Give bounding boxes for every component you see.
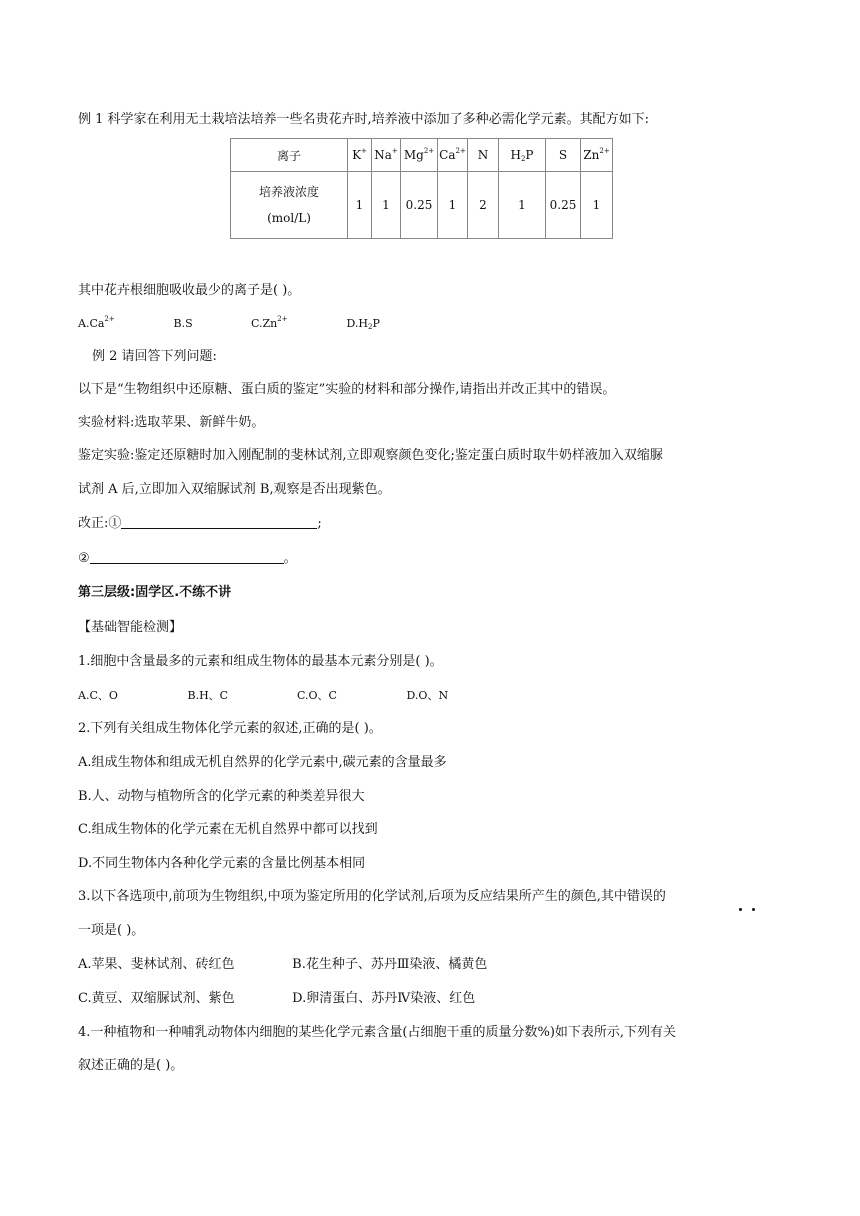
table-ion-cell: N: [468, 139, 499, 172]
table-value-cell: 1: [581, 172, 613, 239]
table-value-cell: 2: [468, 172, 499, 239]
table-ion-cell: $Ca^{2+}$: [438, 139, 468, 172]
table-ion-cell: $Mg^{2+}$: [401, 139, 438, 172]
option-a: A.苹果、斐林试剂、砖红色: [78, 957, 235, 972]
example1-question: 其中花卉根细胞吸收最少的离子是( )。: [78, 283, 301, 298]
option-d: D.卵清蛋白、苏丹Ⅳ染液、红色: [292, 991, 476, 1006]
table-ion-cell: S: [546, 139, 581, 172]
option-c: C.黄豆、双缩脲试剂、紫色: [78, 991, 235, 1006]
example2-line1: 以下是“生物组织中还原糖、蛋白质的鉴定”实验的材料和部分操作,请指出并改正其中的错误。: [78, 382, 616, 397]
table-value-cell: 1: [372, 172, 401, 239]
table-ion-cell: $Zn^{2+}$: [581, 139, 613, 172]
question-2-option-a: A.组成生物体和组成无机自然界的化学元素中,碳元素的含量最多: [78, 755, 447, 770]
option-c: $C.Zn^{2+}$: [251, 315, 288, 330]
emphasis-dot: [752, 908, 755, 911]
question-2: 2.下列有关组成生物体化学元素的叙述,正确的是( )。: [78, 721, 382, 736]
table-ion-cell: $H_2P$: [499, 139, 546, 172]
answer-blank-2[interactable]: [90, 549, 284, 564]
question-4-line1: 4.一种植物和一种哺乳动物体内细胞的某些化学元素含量(占细胞干重的质量分数%)如下表所示,下列有关: [78, 1025, 677, 1040]
option-d: $D.H_2P$: [346, 317, 380, 331]
table-value-cell: 0.25: [546, 172, 581, 239]
example2-title: 例 2 请回答下列问题:: [92, 349, 217, 364]
question-3-line1: 3.以下各选项中,前项为生物组织,中项为鉴定所用的化学试剂,后项为反应结果所产生的颜色,其中错误的: [78, 889, 666, 904]
option-b: B.H、C: [187, 689, 229, 702]
table-value-cell: 1: [499, 172, 546, 239]
section-subheading: 【基础智能检测】: [78, 620, 183, 635]
table-row-label: 培养液浓度 (mol/L): [231, 172, 348, 239]
example2-line4: 试剂 A 后,立即加入双缩脲试剂 B,观察是否出现紫色。: [78, 482, 391, 497]
correction-line-2: ② 。: [78, 551, 297, 566]
table-value-cell: 1: [438, 172, 468, 239]
correction-line-1: 改正:① ;: [78, 516, 322, 531]
option-a: $A.Ca^{2+}$: [78, 315, 115, 330]
emphasis-dot: [739, 908, 742, 911]
table-value-cell: 1: [348, 172, 372, 239]
question-3-options-row1: [78, 955, 487, 975]
question-3-line2: 一项是( )。: [78, 923, 145, 938]
option-a: A.C、O: [78, 689, 118, 702]
answer-blank-1[interactable]: [121, 514, 317, 529]
question-3-options-row2: [78, 989, 475, 1009]
example2-line2: 实验材料:选取苹果、新鲜牛奶。: [78, 415, 265, 430]
example2-line3: 鉴定实验:鉴定还原糖时加入刚配制的斐林试剂,立即观察颜色变化;鉴定蛋白质时取牛奶样液加入双缩脲: [78, 448, 663, 463]
question-2-option-b: B.人、动物与植物所含的化学元素的种类差异很大: [78, 789, 365, 804]
example1-options: [78, 314, 380, 334]
example1-intro: 例 1 科学家在利用无土栽培法培养一些名贵花卉时,培养液中添加了多种必需化学元素。其配方如下:: [78, 112, 650, 127]
question-4-line2: 叙述正确的是( )。: [78, 1058, 184, 1073]
question-1: 1.细胞中含量最多的元素和组成生物体的最基本元素分别是( )。: [78, 654, 443, 669]
option-b: B.花生种子、苏丹Ⅲ染液、橘黄色: [292, 957, 488, 972]
option-b: B.S: [173, 317, 193, 330]
table-ion-cell: K+: [348, 139, 372, 172]
ion-concentration-table: [230, 138, 613, 239]
question-1-options: [78, 686, 448, 706]
section-heading: 第三层级:固学区.不练不讲: [78, 585, 232, 600]
question-2-option-d: D.不同生物体内各种化学元素的含量比例基本相同: [78, 856, 366, 871]
question-2-option-c: C.组成生物体的化学元素在无机自然界中都可以找到: [78, 822, 378, 837]
table-header-label: 离子: [231, 139, 348, 172]
table-value-cell: 0.25: [401, 172, 438, 239]
table-ion-cell: Na+: [372, 139, 401, 172]
option-d: D.O、N: [406, 689, 449, 702]
option-c: C.O、C: [297, 689, 337, 702]
